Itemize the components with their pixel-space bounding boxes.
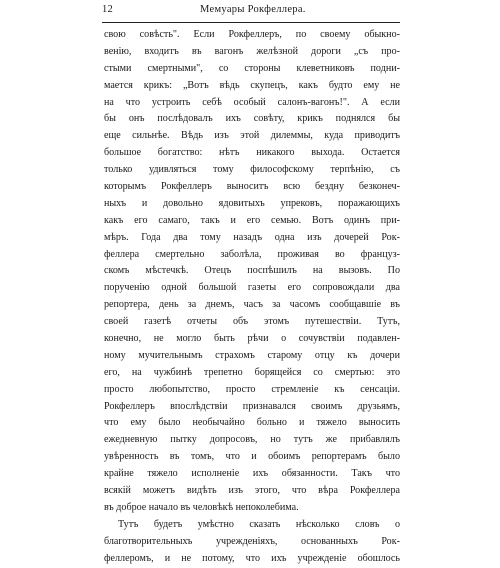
text-line: ежедневную пытку допросовъ, но тутъ же прибавлялъ (104, 434, 400, 446)
text-line: репортера, день за днемъ, часъ за часомъ сообщавшіе въ (104, 299, 400, 311)
text-line: ныхъ и довольно ядовитыхъ упрековъ, поражающихъ (104, 197, 400, 209)
text-line: феллера смертельно заболѣла, проживая во француз- (104, 248, 400, 260)
text-line: большое богатство: нѣтъ никакого выхода. Остается (104, 147, 400, 159)
text-line: конечно, не могло быть рѣчи о сочувствіи подавлен- (104, 333, 400, 345)
text-line: скомъ мѣстечкѣ. Отецъ поспѣшилъ на вызовъ. По (104, 265, 400, 277)
text-line: его, на чужбинѣ трепетно борящейся со смертью: это (104, 366, 400, 378)
text-line: просто любопытство, просто стремленіе къ сенсаціи. (104, 383, 400, 395)
text-line: всякій можетъ видѣть изъ этого, что вѣра Рокфеллера (104, 485, 400, 497)
body-text (104, 27, 400, 568)
paragraph-last-line: въ доброе начало въ человѣкѣ непоколебима. (104, 501, 299, 513)
text-line: еще сильнѣе. Вѣдь изъ этой дилеммы, куда приводитъ (104, 130, 400, 142)
text-line: мается крикъ: „Вотъ вѣдь скупецъ, какъ будто ему не (104, 79, 400, 91)
page-number: 12 (102, 4, 113, 15)
text-line: своей газетѣ отчеты объ этомъ путешествіи. Тутъ, (104, 316, 400, 328)
paragraph-first-line: Тутъ будетъ умѣстно сказать нѣсколько словъ о (118, 518, 400, 530)
page-header (102, 0, 402, 22)
running-title: Мемуары Рокфеллера. (200, 4, 306, 15)
text-line: ному мучительнымъ страхомъ старому отцу къ дочери (104, 349, 400, 361)
text-line: крайне тяжело исполненіе ихъ обязанности. Такъ что (104, 468, 400, 480)
text-line: бы онъ послѣдовалъ ихъ совѣту, крикъ поднялся бы (104, 113, 400, 125)
text-line: венію, входитъ въ вагонъ желѣзной дороги „съ про- (104, 45, 400, 57)
text-line: Рокфеллеръ впослѣдствіи признавался своимъ друзьямъ, (104, 400, 400, 412)
text-line: мѣръ. Года два тому назадъ одна изъ дочерей Рок- (104, 231, 400, 243)
text-line: на что устроить себѣ особый салонъ-вагонъ!". А если (104, 96, 400, 108)
text-line: благотворительныхъ учрежденіяхъ, основанныхъ Рок- (104, 535, 400, 547)
text-line: феллеромъ, и не потому, что ихъ учрежденіе обошлось (104, 552, 400, 564)
text-line: которымъ Рокфеллеръ выноситъ всю бездну безконеч- (104, 181, 400, 193)
header-rule (102, 22, 400, 23)
text-line: увѣренность въ томъ, что и обоимъ репортерамъ было (104, 451, 400, 463)
text-line: только удивляться тому философскому терпѣнію, съ (104, 164, 400, 176)
text-line: стыми смертными", со стороны клеветниковъ подни- (104, 62, 400, 74)
text-line: что ему было необычайно больно и тяжело выносить (104, 417, 400, 429)
text-line: свою совѣсть". Если Рокфеллеръ, по своему обыкно- (104, 29, 400, 40)
text-line: какъ его самаго, такъ и его семью. Вотъ одинъ при- (104, 214, 400, 226)
text-line: порученію одной большой газеты его сопровождали два (104, 282, 400, 294)
